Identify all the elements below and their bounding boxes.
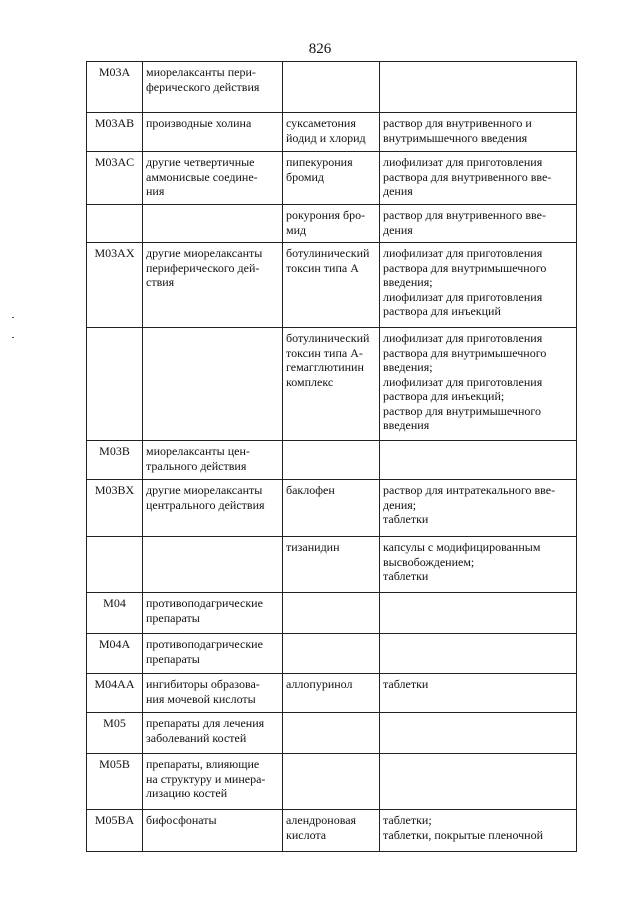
margin-mark — [12, 337, 14, 338]
table-row — [87, 152, 577, 205]
group-cell: противоподагрические препараты — [143, 634, 283, 674]
table-row — [87, 634, 577, 674]
atc-code-cell: M03AB — [87, 113, 143, 152]
margin-mark — [12, 317, 14, 318]
group-cell: препараты для лечения заболеваний костей — [143, 713, 283, 754]
atc-code-cell: M03AX — [87, 243, 143, 328]
table-row — [87, 810, 577, 852]
group-cell: бифосфонаты — [143, 810, 283, 852]
dosage-form-cell — [380, 754, 577, 810]
dosage-form-cell — [380, 62, 577, 113]
group-cell: другие четвертичные аммонисвые соедине- ния — [143, 152, 283, 205]
group-cell: производные холина — [143, 113, 283, 152]
drug-name-cell: суксаметония йодид и хлорид — [283, 113, 380, 152]
atc-code-cell — [87, 328, 143, 441]
drug-name-cell: ботулинический токсин типа А- гемагглютинин комплекс — [283, 328, 380, 441]
atc-code-cell: M03B — [87, 441, 143, 480]
group-cell: противоподагрические препараты — [143, 593, 283, 634]
atc-code-cell: M04AA — [87, 674, 143, 713]
table-row — [87, 480, 577, 537]
drug-name-cell: алендроновая кислота — [283, 810, 380, 852]
drug-name-cell: ботулинический токсин типа А — [283, 243, 380, 328]
dosage-form-cell: раствор для внутривенного и внутримышечного введения — [380, 113, 577, 152]
drug-name-cell — [283, 713, 380, 754]
drug-name-cell: тизанидин — [283, 537, 380, 593]
drug-name-cell: пипекурония бромид — [283, 152, 380, 205]
drug-name-cell: аллопуринол — [283, 674, 380, 713]
atc-code-cell: M03BX — [87, 480, 143, 537]
page-number: 826 — [308, 41, 332, 57]
atc-code-cell: M03A — [87, 62, 143, 113]
atc-code-cell: M05BA — [87, 810, 143, 852]
atc-code-cell: M05B — [87, 754, 143, 810]
dosage-form-cell: лиофилизат для приготовления раствора для внутримышечного введения; лиофилизат для приготовления раствора для инъекций; раствор для внутримышечного введения — [380, 328, 577, 441]
table-row — [87, 243, 577, 328]
dosage-form-cell — [380, 441, 577, 480]
atc-code-cell: M04 — [87, 593, 143, 634]
drug-name-cell — [283, 754, 380, 810]
drug-name-cell — [283, 62, 380, 113]
drug-name-cell — [283, 634, 380, 674]
table-row — [87, 754, 577, 810]
table-row — [87, 328, 577, 441]
atc-code-cell: M05 — [87, 713, 143, 754]
drug-table — [86, 61, 577, 852]
dosage-form-cell — [380, 713, 577, 754]
dosage-form-cell — [380, 634, 577, 674]
table-row — [87, 537, 577, 593]
dosage-form-cell — [380, 593, 577, 634]
group-cell: другие миорелаксанты центрального действия — [143, 480, 283, 537]
dosage-form-cell: раствор для внутривенного вве- дения — [380, 205, 577, 243]
table-row — [87, 593, 577, 634]
table-row — [87, 113, 577, 152]
dosage-form-cell: лиофилизат для приготовления раствора для внутримышечного введения; лиофилизат для приготовления раствора для инъекций — [380, 243, 577, 328]
dosage-form-cell: лиофилизат для приготовления раствора для внутривенного вве- дения — [380, 152, 577, 205]
group-cell: миорелаксанты цен- трального действия — [143, 441, 283, 480]
drug-name-cell — [283, 593, 380, 634]
drug-name-cell: рокурония бро- мид — [283, 205, 380, 243]
atc-code-cell — [87, 537, 143, 593]
dosage-form-cell: раствор для интратекального вве- дения; таблетки — [380, 480, 577, 537]
drug-name-cell: баклофен — [283, 480, 380, 537]
group-cell — [143, 537, 283, 593]
drug-name-cell — [283, 441, 380, 480]
atc-code-cell: M03AC — [87, 152, 143, 205]
table-row — [87, 713, 577, 754]
table-row — [87, 441, 577, 480]
dosage-form-cell: таблетки; таблетки, покрытые пленочной — [380, 810, 577, 852]
table-row — [87, 674, 577, 713]
dosage-form-cell: капсулы с модифицированным высвобождением; таблетки — [380, 537, 577, 593]
table-row — [87, 205, 577, 243]
group-cell: ингибиторы образова- ния мочевой кислоты — [143, 674, 283, 713]
group-cell — [143, 205, 283, 243]
dosage-form-cell: таблетки — [380, 674, 577, 713]
group-cell: препараты, влияющие на структуру и минера- лизацию костей — [143, 754, 283, 810]
atc-code-cell — [87, 205, 143, 243]
group-cell: миорелаксанты пери- ферического действия — [143, 62, 283, 113]
group-cell — [143, 328, 283, 441]
table-row — [87, 62, 577, 113]
atc-code-cell: M04A — [87, 634, 143, 674]
group-cell: другие миорелаксанты периферического дей- ствия — [143, 243, 283, 328]
